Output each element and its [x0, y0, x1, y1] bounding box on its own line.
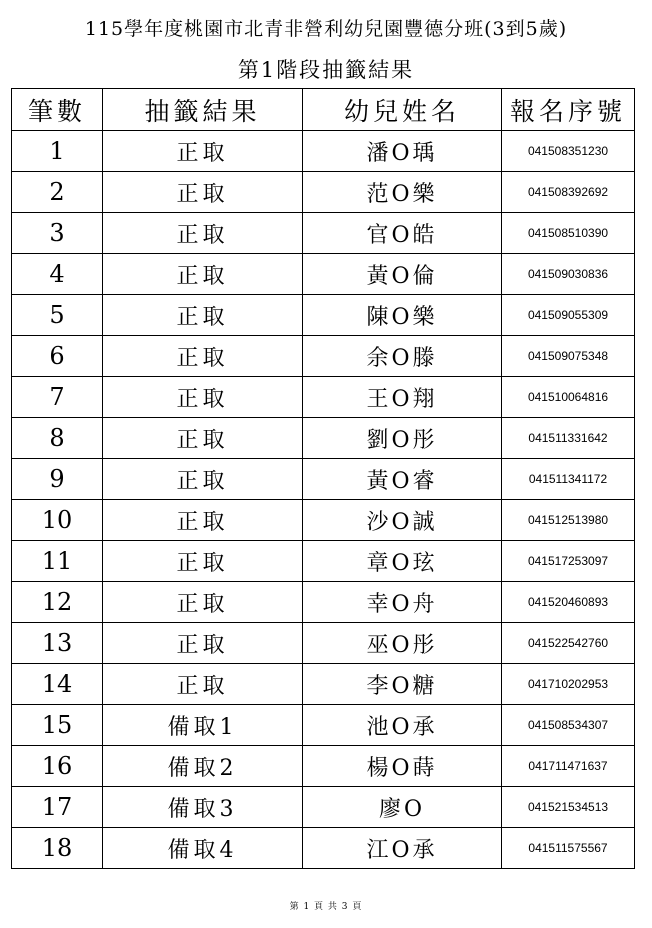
row-registration-no: 041521534513 [502, 787, 635, 828]
row-child-name: 李O糖 [303, 664, 502, 705]
table-row [12, 418, 635, 459]
row-registration-no: 041508351230 [502, 131, 635, 172]
table-row [12, 664, 635, 705]
row-child-name: 陳O樂 [303, 295, 502, 336]
row-result: 正取 [103, 623, 303, 664]
row-number: 1 [12, 131, 103, 172]
row-child-name: 幸O舟 [303, 582, 502, 623]
row-child-name: 江O承 [303, 828, 502, 869]
row-number: 7 [12, 377, 103, 418]
row-result: 正取 [103, 336, 303, 377]
row-result: 備取4 [103, 828, 303, 869]
header-child-name: 幼兒姓名 [303, 89, 502, 131]
row-number: 10 [12, 500, 103, 541]
row-registration-no: 041509030836 [502, 254, 635, 295]
table-row [12, 131, 635, 172]
row-number: 12 [12, 582, 103, 623]
row-result: 正取 [103, 418, 303, 459]
row-registration-no: 041510064816 [502, 377, 635, 418]
row-number: 8 [12, 418, 103, 459]
row-number: 13 [12, 623, 103, 664]
row-result: 正取 [103, 582, 303, 623]
row-registration-no: 041508392692 [502, 172, 635, 213]
row-result: 正取 [103, 459, 303, 500]
row-child-name: 劉O彤 [303, 418, 502, 459]
row-number: 16 [12, 746, 103, 787]
document-title: 115學年度桃園市北青非營利幼兒園豐德分班(3到5歲) [84, 18, 568, 40]
row-result: 備取1 [103, 705, 303, 746]
table-row [12, 787, 635, 828]
row-registration-no: 041710202953 [502, 664, 635, 705]
row-result: 正取 [103, 541, 303, 582]
row-registration-no: 041517253097 [502, 541, 635, 582]
row-number: 4 [12, 254, 103, 295]
row-child-name: 余O滕 [303, 336, 502, 377]
row-child-name: 王O翔 [303, 377, 502, 418]
row-child-name: 巫O彤 [303, 623, 502, 664]
table-row [12, 377, 635, 418]
table-row [12, 541, 635, 582]
row-result: 正取 [103, 131, 303, 172]
row-registration-no: 041511331642 [502, 418, 635, 459]
table-row [12, 746, 635, 787]
row-child-name: 黃O倫 [303, 254, 502, 295]
row-child-name: 沙O誠 [303, 500, 502, 541]
lottery-results-table [11, 88, 635, 869]
row-child-name: 廖O [303, 787, 502, 828]
table-row [12, 459, 635, 500]
row-registration-no: 041522542760 [502, 623, 635, 664]
table-row [12, 705, 635, 746]
row-registration-no: 041520460893 [502, 582, 635, 623]
row-registration-no: 041508510390 [502, 213, 635, 254]
row-number: 9 [12, 459, 103, 500]
row-registration-no: 041511341172 [502, 459, 635, 500]
table-row [12, 582, 635, 623]
row-number: 14 [12, 664, 103, 705]
header-number: 筆數 [12, 89, 103, 131]
row-child-name: 黃O睿 [303, 459, 502, 500]
row-registration-no: 041509055309 [502, 295, 635, 336]
row-result: 正取 [103, 172, 303, 213]
row-number: 17 [12, 787, 103, 828]
row-registration-no: 041508534307 [502, 705, 635, 746]
table-row [12, 828, 635, 869]
row-registration-no: 041511575567 [502, 828, 635, 869]
row-registration-no: 041512513980 [502, 500, 635, 541]
row-result: 正取 [103, 295, 303, 336]
row-child-name: 楊O蒔 [303, 746, 502, 787]
row-registration-no: 041509075348 [502, 336, 635, 377]
document-subtitle: 第1階段抽籤結果 [237, 58, 415, 82]
header-result: 抽籤結果 [103, 89, 303, 131]
row-result: 正取 [103, 500, 303, 541]
row-child-name: 池O承 [303, 705, 502, 746]
table-row [12, 336, 635, 377]
row-number: 11 [12, 541, 103, 582]
row-result: 正取 [103, 377, 303, 418]
row-result: 正取 [103, 664, 303, 705]
row-result: 正取 [103, 213, 303, 254]
row-registration-no: 041711471637 [502, 746, 635, 787]
row-number: 5 [12, 295, 103, 336]
row-child-name: 章O玹 [303, 541, 502, 582]
row-number: 6 [12, 336, 103, 377]
table-row [12, 213, 635, 254]
row-result: 備取3 [103, 787, 303, 828]
page-number-footer: 第 1 頁 共 3 頁 [289, 902, 363, 912]
row-child-name: 官O皓 [303, 213, 502, 254]
table-row [12, 295, 635, 336]
row-result: 備取2 [103, 746, 303, 787]
table-row [12, 623, 635, 664]
row-child-name: 范O樂 [303, 172, 502, 213]
table-row [12, 500, 635, 541]
header-registration-no: 報名序號 [502, 89, 635, 131]
table-row [12, 172, 635, 213]
row-number: 15 [12, 705, 103, 746]
row-number: 2 [12, 172, 103, 213]
row-child-name: 潘O瑀 [303, 131, 502, 172]
table-header-row [12, 89, 635, 131]
table-row [12, 254, 635, 295]
row-number: 3 [12, 213, 103, 254]
row-number: 18 [12, 828, 103, 869]
row-result: 正取 [103, 254, 303, 295]
